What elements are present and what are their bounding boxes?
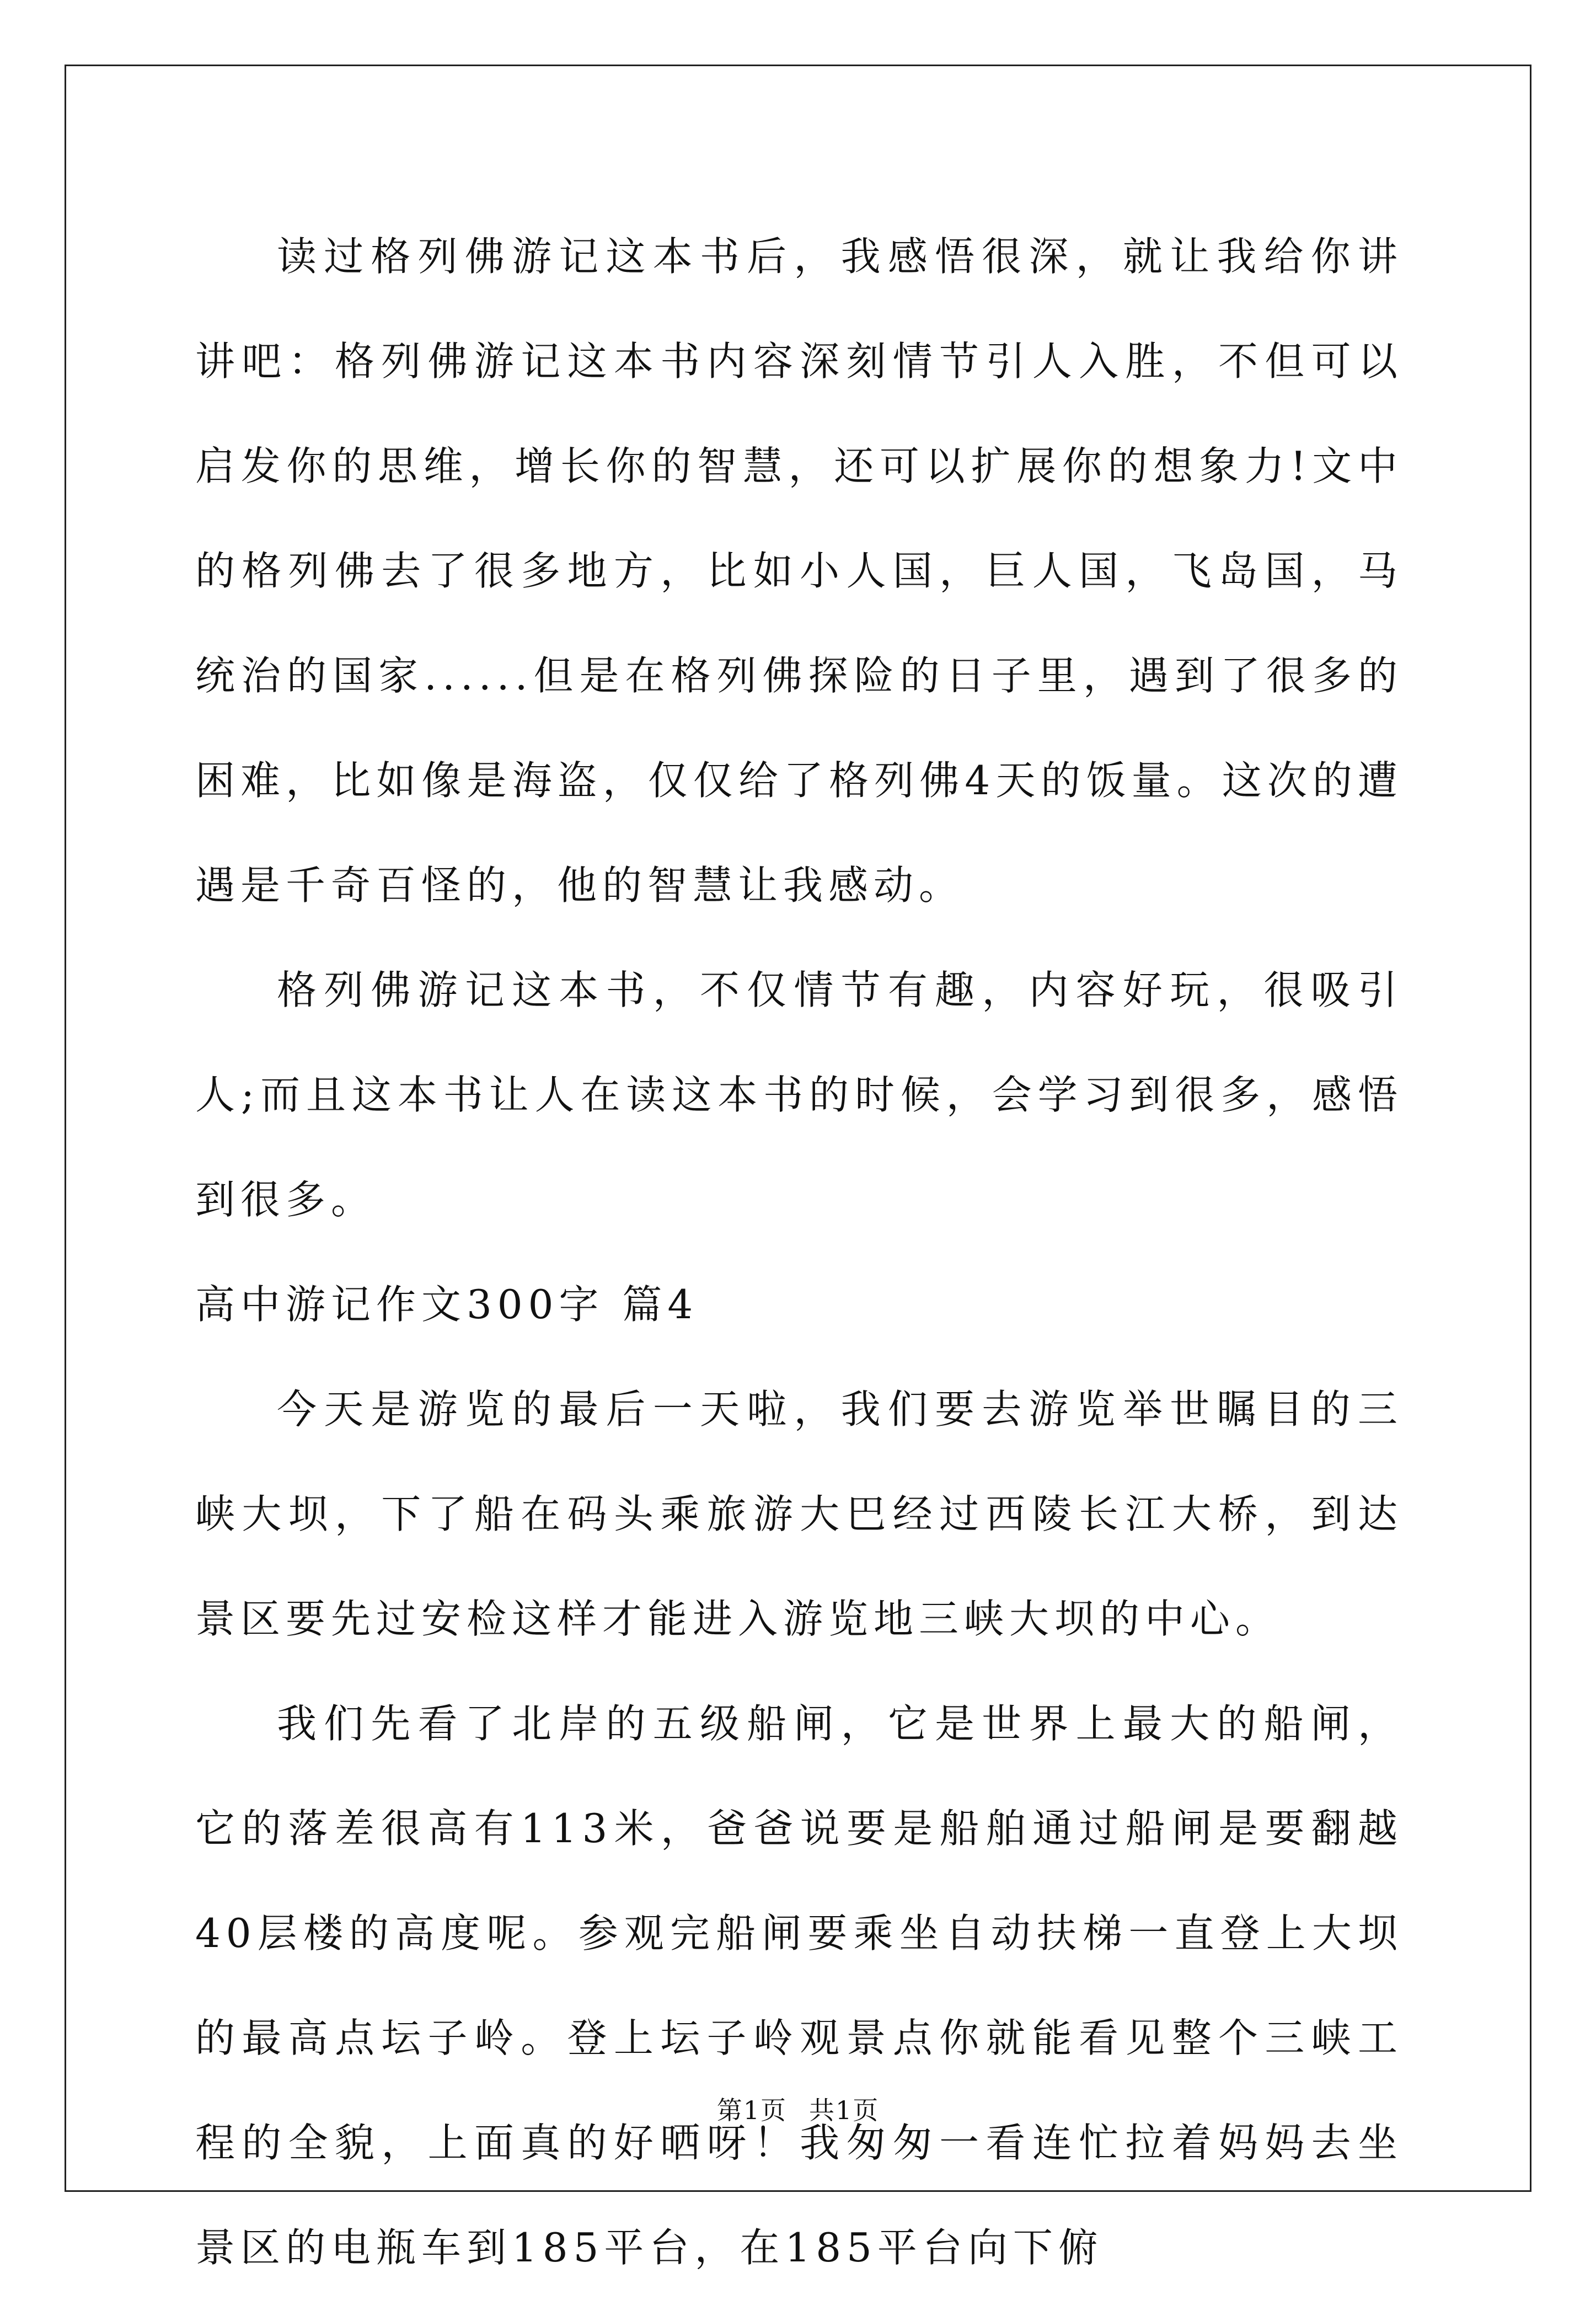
paragraph-gulliver-summary: 格列佛游记这本书，不仅情节有趣，内容好玩，很吸引人;而且这本书让人在读这本书的时候，会学习到很多，感悟到很多。 <box>195 967 1403 1223</box>
paragraph-three-gorges-arrival: 今天是游览的最后一天啦，我们要去游览举世瞩目的三峡大坝，下了船在码头乘旅游大巴经过西陵长江大桥，到达景区要先过安检这样才能进入游览地三峡大坝的中心。 <box>195 1386 1403 1642</box>
page-number: 第1页 <box>716 2095 787 2125</box>
page-footer <box>0 2090 1596 2127</box>
paragraph-gulliver-intro: 读过格列佛游记这本书后，我感悟很深，就让我给你讲讲吧：格列佛游记这本书内容深刻情节引人入胜，不但可以启发你的思维，增长你的智慧，还可以扩展你的想象力!文中的格列佛去了很多地方，比如小人国，巨人国，飞岛国，马统治的国家......但是在格列佛探险的日子里，遇到了很多的困难，比如像是海盗，仅仅给了格列佛4天的饭量。这次的遭遇是千奇百怪的，他的智慧让我感动。 <box>195 233 1403 908</box>
section-heading: 高中游记作文300字 篇4 <box>195 1281 699 1328</box>
page-total: 共1页 <box>809 2095 880 2125</box>
paragraph-three-gorges-locks: 我们先看了北岸的五级船闸，它是世界上最大的船闸，它的落差很高有113米，爸爸说要是船舶通过船闸是要翻越40层楼的高度呢。参观完船闸要乘坐自动扶梯一直登上大坝的最高点坛子岭。登上坛子岭观景点你就能看见整个三峡工程的全貌，上面真的好晒呀！我匆匆一看连忙拉着妈妈去坐景区的电瓶车到185平台，在185平台向下俯 <box>195 1700 1403 2271</box>
document-body <box>195 204 1403 2300</box>
